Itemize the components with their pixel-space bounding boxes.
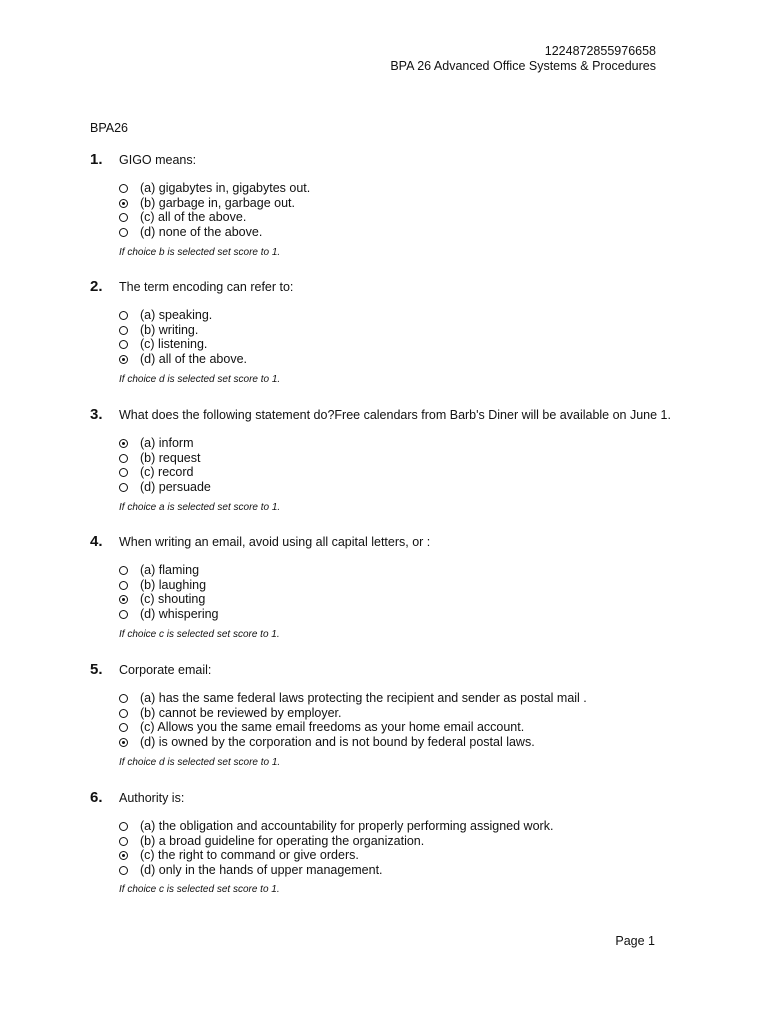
question-number: 3. <box>90 406 103 423</box>
choice-label: (d) none of the above. <box>140 224 263 239</box>
page-number: Page 1 <box>615 934 655 948</box>
radio-icon[interactable] <box>119 340 128 349</box>
radio-selected-icon[interactable] <box>119 199 128 208</box>
choice-label: (c) shouting <box>140 592 206 607</box>
radio-selected-icon[interactable] <box>119 595 128 604</box>
choice-label: (c) listening. <box>140 337 208 352</box>
radio-selected-icon[interactable] <box>119 738 128 747</box>
choice-label: (c) record <box>140 465 194 480</box>
choice-label: (a) gigabytes in, gigabytes out. <box>140 181 311 195</box>
radio-icon[interactable] <box>119 723 128 732</box>
radio-icon[interactable] <box>119 311 128 320</box>
radio-selected-icon[interactable] <box>119 851 128 860</box>
radio-icon[interactable] <box>119 454 128 463</box>
radio-icon[interactable] <box>119 709 128 718</box>
radio-icon[interactable] <box>119 566 128 575</box>
question-text: Authority is: <box>119 791 185 805</box>
choice-label: (b) laughing <box>140 577 207 592</box>
radio-icon[interactable] <box>119 822 128 831</box>
document-title: BPA 26 Advanced Office Systems & Procedures <box>390 59 656 73</box>
question-text: The term encoding can refer to: <box>119 280 294 294</box>
radio-icon[interactable] <box>119 326 128 335</box>
choice-label: (b) request <box>140 450 201 465</box>
radio-icon[interactable] <box>119 866 128 875</box>
score-note: If choice d is selected set score to 1. <box>119 757 281 768</box>
radio-icon[interactable] <box>119 837 128 846</box>
choice-label: (d) all of the above. <box>140 351 248 366</box>
radio-selected-icon[interactable] <box>119 439 128 448</box>
radio-icon[interactable] <box>119 581 128 590</box>
radio-icon[interactable] <box>119 468 128 477</box>
choice-label: (d) persuade <box>140 479 211 494</box>
choice-label: (a) has the same federal laws protecting the recipient and sender as postal mail . <box>140 691 587 705</box>
choice-label: (d) whispering <box>140 606 219 621</box>
score-note: If choice c is selected set score to 1. <box>119 884 280 895</box>
radio-icon[interactable] <box>119 228 128 237</box>
score-note: If choice b is selected set score to 1. <box>119 247 281 258</box>
choice-label: (b) writing. <box>140 322 199 337</box>
question-text: Corporate email: <box>119 663 212 677</box>
choice-label: (d) is owned by the corporation and is not bound by federal postal laws. <box>140 734 535 749</box>
choice-label: (c) the right to command or give orders. <box>140 848 359 863</box>
choice-label: (b) cannot be reviewed by employer. <box>140 705 342 720</box>
choice-label: (a) flaming <box>140 563 200 577</box>
radio-icon[interactable] <box>119 483 128 492</box>
choice-label: (d) only in the hands of upper management. <box>140 862 383 877</box>
question-number: 4. <box>90 533 103 550</box>
radio-selected-icon[interactable] <box>119 355 128 364</box>
radio-icon[interactable] <box>119 184 128 193</box>
course-code: BPA26 <box>90 121 128 135</box>
choice-label: (c) all of the above. <box>140 210 247 225</box>
document-id: 1224872855976658 <box>544 44 656 58</box>
question-number: 5. <box>90 661 103 678</box>
choice-label: (a) the obligation and accountability for properly performing assigned work. <box>140 819 554 833</box>
choice-label: (b) garbage in, garbage out. <box>140 195 295 210</box>
question-number: 1. <box>90 151 103 168</box>
score-note: If choice d is selected set score to 1. <box>119 374 281 385</box>
question-text: GIGO means: <box>119 153 197 167</box>
score-note: If choice a is selected set score to 1. <box>119 502 281 513</box>
radio-icon[interactable] <box>119 213 128 222</box>
score-note: If choice c is selected set score to 1. <box>119 629 280 640</box>
choice-label: (a) speaking. <box>140 308 213 322</box>
choice-label: (b) a broad guideline for operating the organization. <box>140 833 425 848</box>
question-text: When writing an email, avoid using all capital letters, or : <box>119 535 431 549</box>
question-number: 6. <box>90 789 103 806</box>
question-text: What does the following statement do?Free calendars from Barb's Diner will be available on June 1. <box>119 408 671 422</box>
choice-label: (a) inform <box>140 436 194 450</box>
choice-label: (c) Allows you the same email freedoms as your home email account. <box>140 720 525 735</box>
radio-icon[interactable] <box>119 610 128 619</box>
question-number: 2. <box>90 278 103 295</box>
radio-icon[interactable] <box>119 694 128 703</box>
